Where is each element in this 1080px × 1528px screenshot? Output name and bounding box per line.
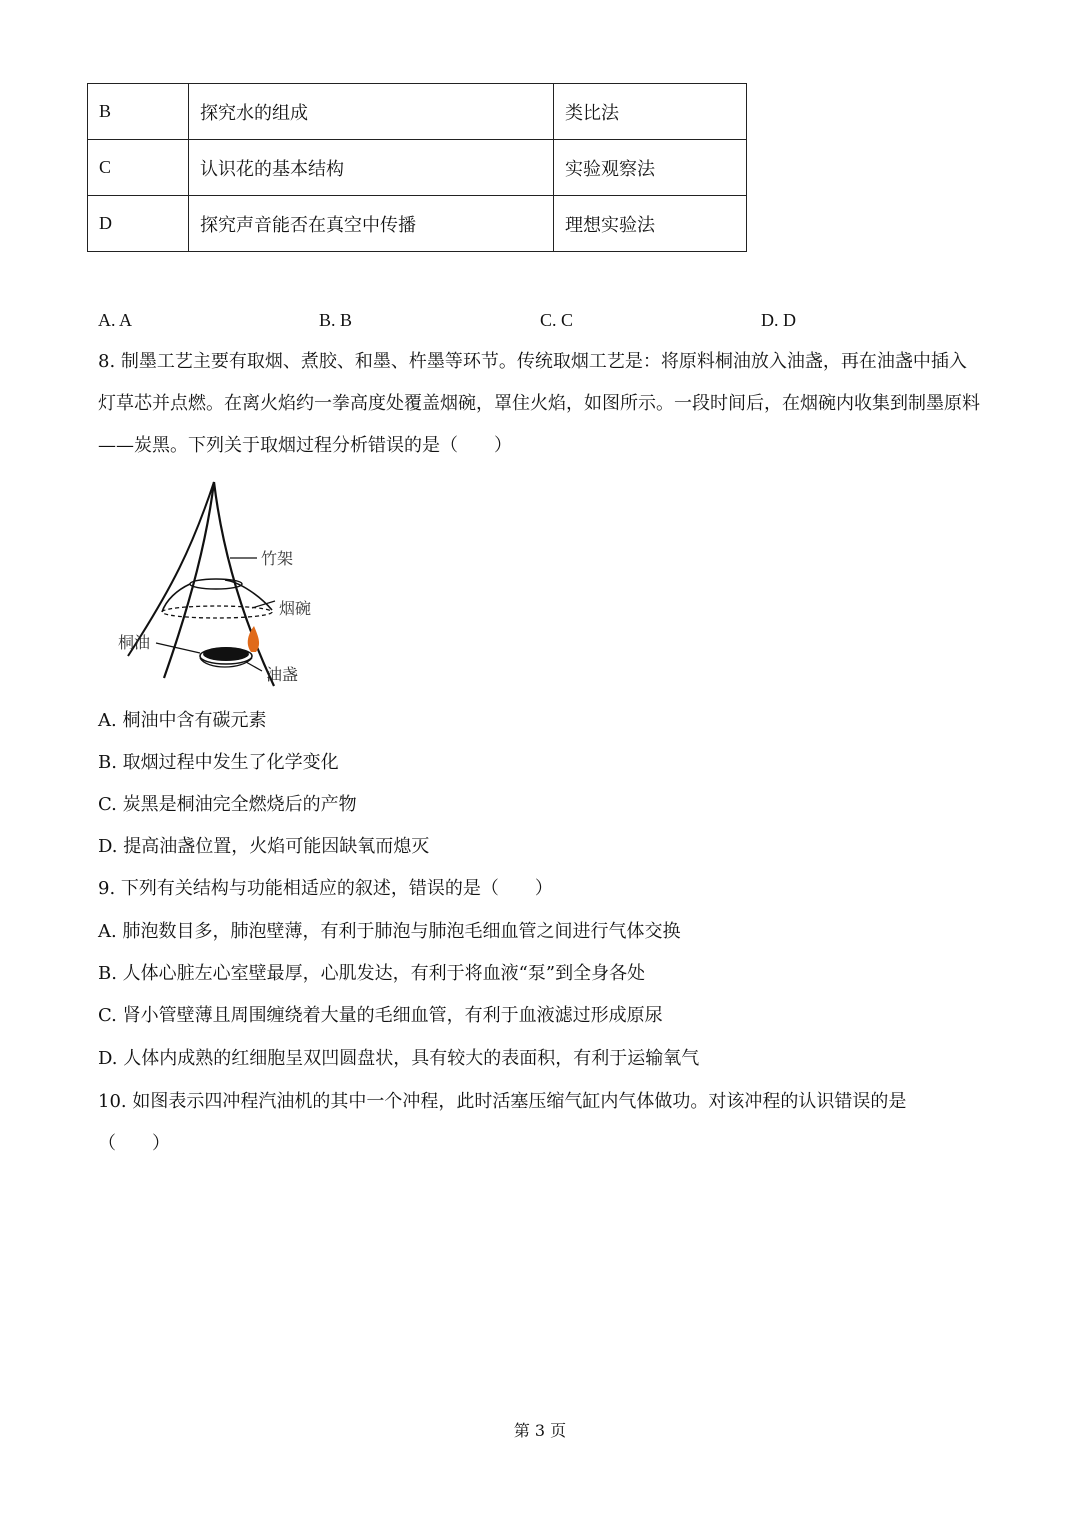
label-oil: 桐油 <box>118 633 151 652</box>
q10-answer-paren: （ ） <box>98 1133 170 1154</box>
label-bowl: 烟碗 <box>279 599 312 618</box>
q7-option-c: C. C <box>540 310 574 330</box>
row-letter: C <box>88 140 189 196</box>
tung-oil <box>203 647 249 661</box>
q7-option-a: A. A <box>98 310 133 330</box>
methods-table <box>87 83 747 252</box>
leader-oil <box>156 643 200 653</box>
ink-smoke-figure <box>112 478 342 690</box>
q9-option-a: A. 肺泡数目多，肺泡壁薄，有利于肺泡与肺泡毛细血管之间进行气体交换 <box>98 921 681 942</box>
row-topic: 探究水的组成 <box>189 84 554 140</box>
q9-option-c: C. 肾小管壁薄且周围缠绕着大量的毛细血管，有利于血液滤过形成原尿 <box>98 1005 663 1026</box>
row-letter: B <box>88 84 189 140</box>
row-topic: 探究声音能否在真空中传播 <box>189 196 554 252</box>
row-topic: 认识花的基本结构 <box>189 140 554 196</box>
row-method: 理想实验法 <box>554 196 747 252</box>
table-row <box>88 140 747 196</box>
label-bamboo: 竹架 <box>261 549 294 568</box>
q8-option-b: B. 取烟过程中发生了化学变化 <box>98 752 339 773</box>
q9-option-b: B. 人体心脏左心室壁最厚，心肌发达，有利于将血液“泵”到全身各处 <box>98 963 646 984</box>
leader-lamp <box>246 662 262 671</box>
bowl-rim-right <box>225 580 272 610</box>
q9-stem: 9. 下列有关结构与功能相适应的叙述，错误的是（ ） <box>98 878 553 899</box>
page-number: 第 3 页 <box>513 1421 567 1440</box>
q8-option-a: A. 桐油中含有碳元素 <box>98 710 267 731</box>
q9-option-d: D. 人体内成熟的红细胞呈双凹圆盘状，具有较大的表面积，有利于运输氧气 <box>98 1048 700 1069</box>
row-method: 实验观察法 <box>554 140 747 196</box>
label-lamp: 油盏 <box>266 665 299 684</box>
bamboo-pole-back <box>128 482 214 656</box>
row-letter: D <box>88 196 189 252</box>
q10-stem: 10. 如图表示四冲程汽油机的其中一个冲程，此时活塞压缩气缸内气体做功。对该冲程的认识错误的是 <box>98 1091 907 1112</box>
table-row <box>88 196 747 252</box>
q7-option-b: B. B <box>319 310 353 330</box>
table-row <box>88 84 747 140</box>
q8-option-d: D. 提高油盏位置，火焰可能因缺氧而熄灭 <box>98 836 430 857</box>
q7-option-d: D. D <box>761 310 796 330</box>
row-method: 类比法 <box>554 84 747 140</box>
q8-stem: 8. 制墨工艺主要有取烟、煮胶、和墨、杵墨等环节。传统取烟工艺是：将原料桐油放入油盏，再在油盏中插入灯草芯并点燃。在离火焰约一拳高度处覆盖烟碗，罩住火焰，如图所示。一段时间后，在烟碗内收集到制墨原料——炭黑。下列关于取烟过程分析错误的是（ ） <box>98 351 980 456</box>
bowl-rim <box>162 606 272 618</box>
q8-option-c: C. 炭黑是桐油完全燃烧后的产物 <box>98 794 357 815</box>
